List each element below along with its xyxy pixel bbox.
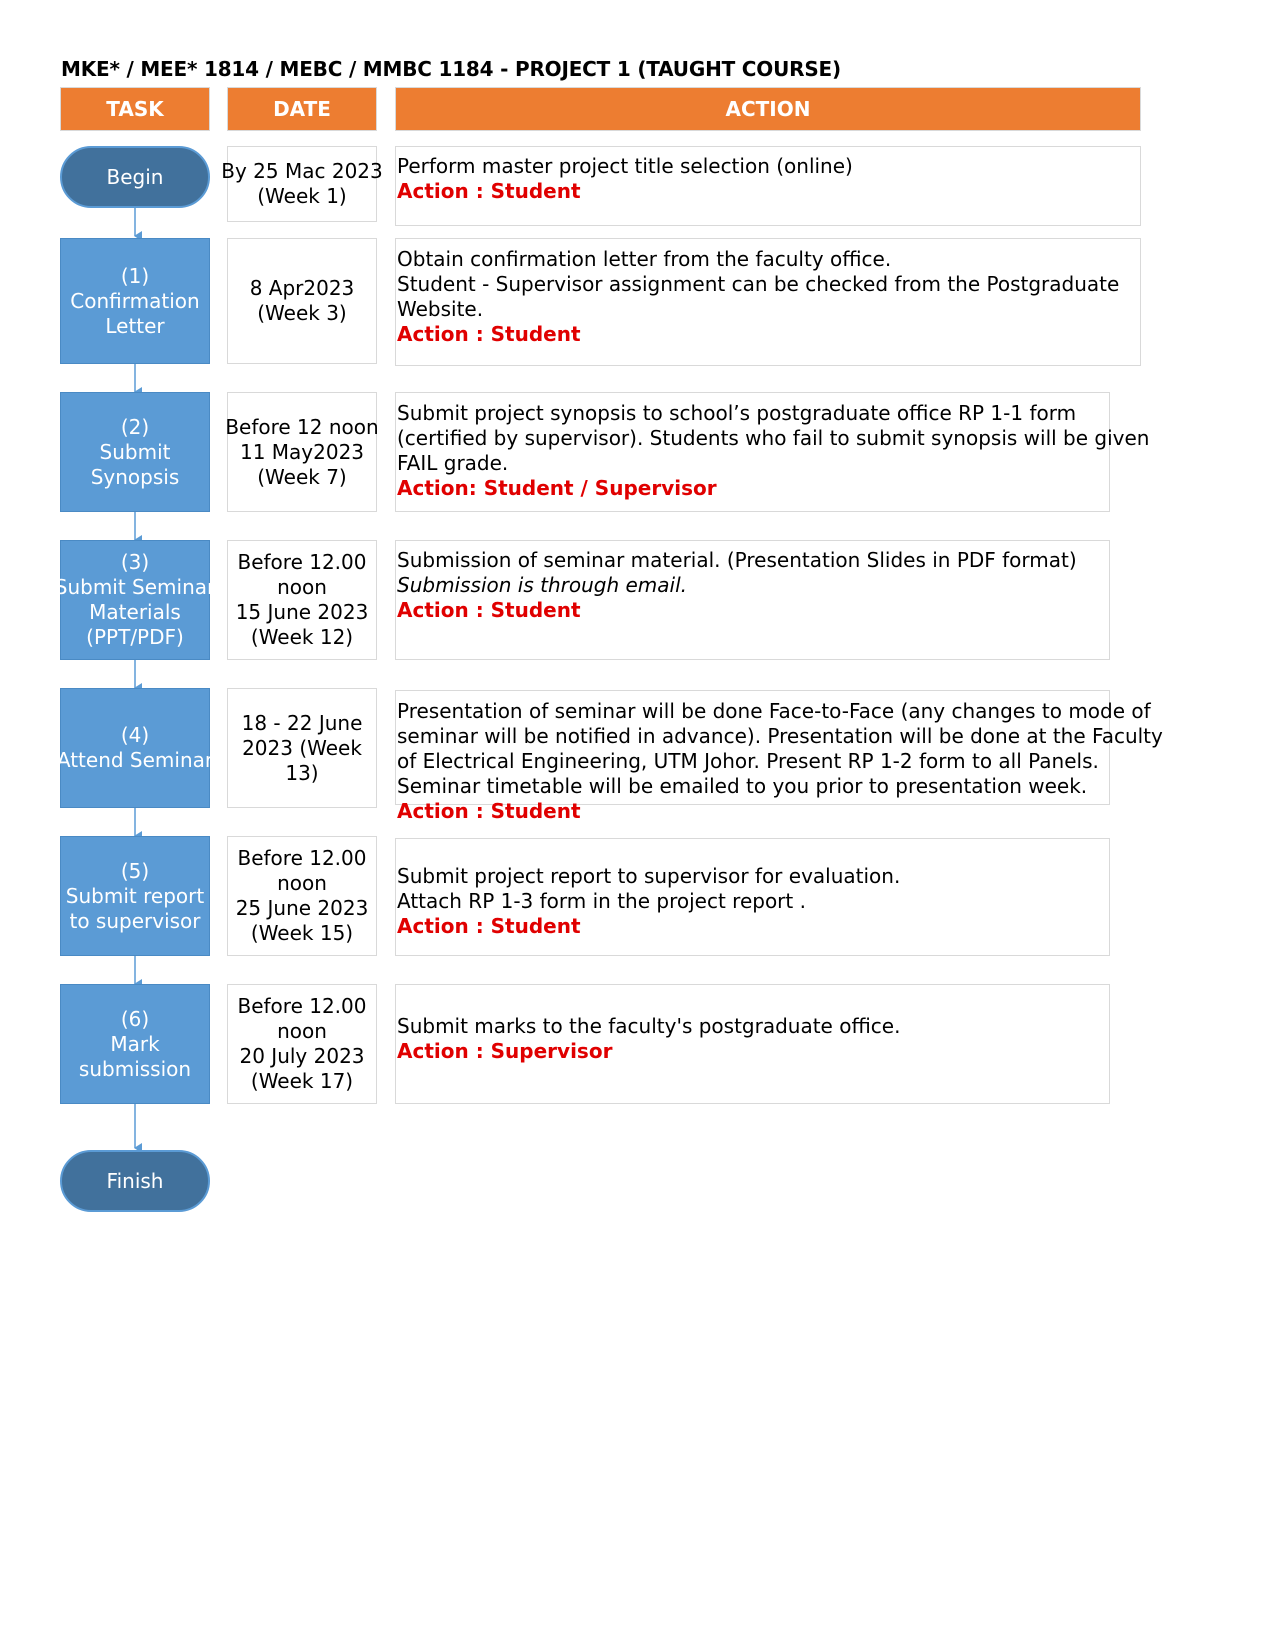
action-cell-step-4 xyxy=(395,690,1163,823)
date-cell-step-6 xyxy=(227,984,377,1104)
action-line: Submit marks to the faculty's postgraduate office. xyxy=(397,1014,901,1038)
date-line: 13) xyxy=(285,760,319,785)
date-line: (Week 1) xyxy=(257,184,347,208)
action-line: Attach RP 1-3 form in the project report . xyxy=(397,889,806,913)
action-owner: Action: Student / Supervisor xyxy=(397,476,717,500)
task-line: (5) xyxy=(120,858,150,883)
task-line: Submit xyxy=(99,439,171,464)
task-line: submission xyxy=(78,1056,192,1081)
task-line: (2) xyxy=(120,414,150,439)
task-box-attend-seminar xyxy=(56,688,214,808)
task-line: Attend Seminar xyxy=(56,748,214,772)
action-cell-begin xyxy=(395,146,1141,226)
action-line: seminar will be notified in advance). Presentation will be done at the Faculty xyxy=(397,724,1163,748)
date-line: noon xyxy=(277,871,327,895)
task-line: Letter xyxy=(105,313,165,338)
action-line: Submit project report to supervisor for evaluation. xyxy=(397,864,901,888)
action-line: Submission of seminar material. (Presentation Slides in PDF format) xyxy=(397,548,1077,572)
task-line: (4) xyxy=(120,723,150,747)
date-cell-begin xyxy=(221,146,383,222)
date-cell-step-1 xyxy=(227,238,377,364)
task-box-confirmation-letter xyxy=(60,238,210,364)
header-task: TASK xyxy=(60,87,210,131)
task-line: (PPT/PDF) xyxy=(86,625,184,649)
task-box-submit-report xyxy=(60,836,210,956)
task-line: (6) xyxy=(120,1006,150,1031)
action-line: Submission is through email. xyxy=(397,573,687,597)
date-line: noon xyxy=(277,1019,327,1043)
action-line: (certified by supervisor). Students who fail to submit synopsis will be given xyxy=(397,426,1150,450)
action-owner: Action : Supervisor xyxy=(397,1039,613,1063)
action-owner: Action : Student xyxy=(397,322,581,346)
action-owner: Action : Student xyxy=(397,914,581,938)
date-line: 11 May2023 xyxy=(239,439,365,464)
task-line: to supervisor xyxy=(69,908,201,933)
task-line: (3) xyxy=(120,550,150,574)
task-line: (1) xyxy=(120,263,150,288)
action-cell-step-1 xyxy=(395,238,1141,366)
date-line: 8 Apr2023 xyxy=(249,276,355,300)
task-line: Submit Seminar xyxy=(54,575,216,599)
action-line: Presentation of seminar will be done Face-to-Face (any changes to mode of xyxy=(397,699,1151,723)
task-line: Mark xyxy=(110,1031,160,1056)
date-cell-step-2 xyxy=(227,392,377,512)
header-date: DATE xyxy=(227,87,377,131)
action-owner: Action : Student xyxy=(397,598,581,622)
date-line: 2023 (Week xyxy=(242,735,362,760)
finish-terminal: Finish xyxy=(60,1150,210,1212)
header-action: ACTION xyxy=(395,87,1141,131)
action-cell-step-3 xyxy=(395,540,1110,660)
action-line: FAIL grade. xyxy=(397,451,509,475)
page-title: MKE* / MEE* 1814 / MEBC / MMBC 1184 - PROJECT 1 (TAUGHT COURSE) xyxy=(61,57,841,81)
date-line: Before 12 noon xyxy=(225,414,379,439)
action-line: Seminar timetable will be emailed to you prior to presentation week. xyxy=(397,774,1088,798)
action-cell-step-5 xyxy=(395,838,1110,956)
date-line: Before 12.00 xyxy=(237,846,367,870)
date-line: Before 12.00 xyxy=(237,550,367,574)
begin-terminal: Begin xyxy=(60,146,210,208)
date-line: (Week 7) xyxy=(257,464,347,489)
date-line: 20 July 2023 xyxy=(239,1044,365,1068)
date-cell-step-5 xyxy=(227,836,377,956)
task-box-submit-seminar-materials xyxy=(54,540,216,660)
action-line: Website. xyxy=(397,297,484,321)
action-line: Obtain confirmation letter from the faculty office. xyxy=(397,247,892,271)
date-line: Before 12.00 xyxy=(237,994,367,1018)
date-line: 25 June 2023 xyxy=(235,896,369,920)
date-cell-step-3 xyxy=(227,540,377,660)
action-cell-step-6 xyxy=(395,984,1110,1104)
task-line: Submit report xyxy=(65,883,205,908)
action-cell-step-2 xyxy=(395,392,1150,512)
action-line: Student - Supervisor assignment can be checked from the Postgraduate xyxy=(397,272,1120,296)
action-owner: Action : Student xyxy=(397,179,581,203)
task-line: Synopsis xyxy=(90,464,180,489)
action-owner: Action : Student xyxy=(397,799,581,823)
date-line: (Week 3) xyxy=(257,301,347,325)
action-line: Submit project synopsis to school’s postgraduate office RP 1-1 form xyxy=(397,401,1077,425)
date-line: (Week 15) xyxy=(250,921,354,945)
task-line: Materials xyxy=(89,600,181,624)
date-line: noon xyxy=(277,575,327,599)
task-line: Confirmation xyxy=(70,288,200,313)
action-line: Perform master project title selection (online) xyxy=(397,154,853,178)
date-line: By 25 Mac 2023 xyxy=(221,159,383,183)
date-line: (Week 12) xyxy=(250,625,354,649)
date-line: 15 June 2023 xyxy=(235,600,369,624)
task-box-mark-submission xyxy=(60,984,210,1104)
date-cell-step-4 xyxy=(227,688,377,808)
date-line: (Week 17) xyxy=(250,1069,354,1093)
date-line: 18 - 22 June xyxy=(241,710,363,735)
action-line: of Electrical Engineering, UTM Johor. Present RP 1-2 form to all Panels. xyxy=(397,749,1099,773)
task-box-submit-synopsis xyxy=(60,392,210,512)
